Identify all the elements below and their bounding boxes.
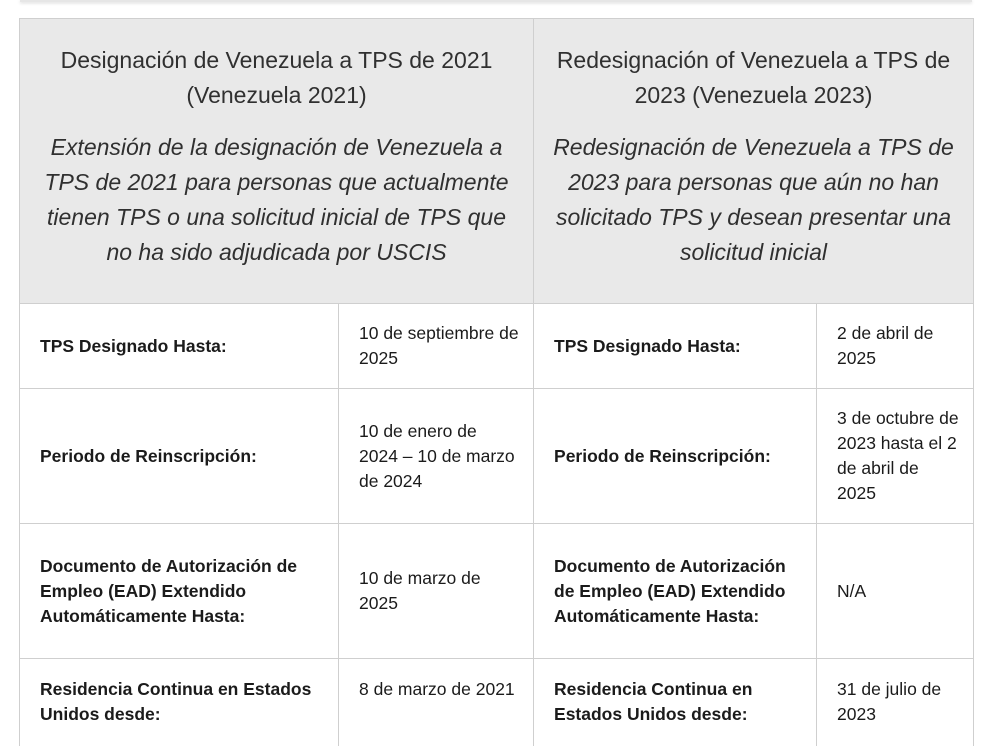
top-divider <box>20 0 972 2</box>
header-subtitle: Extensión de la designación de Venezuela a TPS de 2021 para personas que actualmente tienen TPS o una solicitud inicial de TPS que no ha sido adjudicada por USCIS <box>44 133 509 265</box>
header-title: Designación de Venezuela a TPS de 2021 (Venezuela 2021) <box>60 46 493 108</box>
row-label: Documento de Autorización de Empleo (EAD) Extendido Automáticamente Hasta: <box>20 524 339 659</box>
table-row <box>20 304 974 389</box>
header-venezuela-2021 <box>20 19 534 304</box>
row-label: Periodo de Reinscripción: <box>20 389 339 524</box>
table-header-row <box>20 19 974 304</box>
row-value: 3 de octubre de 2023 hasta el 2 de abril de 2025 <box>817 389 974 524</box>
row-label: Residencia Continua en Estados Unidos desde: <box>534 659 817 746</box>
row-value: 8 de marzo de 2021 <box>339 659 534 746</box>
row-label: Documento de Autorización de Empleo (EAD) Extendido Automáticamente Hasta: <box>534 524 817 659</box>
row-label: TPS Designado Hasta: <box>534 304 817 389</box>
row-value: 10 de marzo de 2025 <box>339 524 534 659</box>
header-venezuela-2023 <box>534 19 974 304</box>
row-value: 10 de enero de 2024 – 10 de marzo de 2024 <box>339 389 534 524</box>
header-subtitle: Redesignación de Venezuela a TPS de 2023 para personas que aún no han solicitado TPS y desean presentar una solicitud inicial <box>553 133 954 265</box>
tps-comparison-table <box>19 18 974 746</box>
row-label: Residencia Continua en Estados Unidos desde: <box>20 659 339 746</box>
row-label: Periodo de Reinscripción: <box>534 389 817 524</box>
row-value: N/A <box>817 524 974 659</box>
row-value: 2 de abril de 2025 <box>817 304 974 389</box>
table-row <box>20 659 974 746</box>
row-value: 31 de julio de 2023 <box>817 659 974 746</box>
row-label: TPS Designado Hasta: <box>20 304 339 389</box>
row-value: 10 de septiembre de 2025 <box>339 304 534 389</box>
table-row <box>20 524 974 659</box>
header-title: Redesignación of Venezuela a TPS de 2023 (Venezuela 2023) <box>556 46 951 108</box>
table-row <box>20 389 974 524</box>
